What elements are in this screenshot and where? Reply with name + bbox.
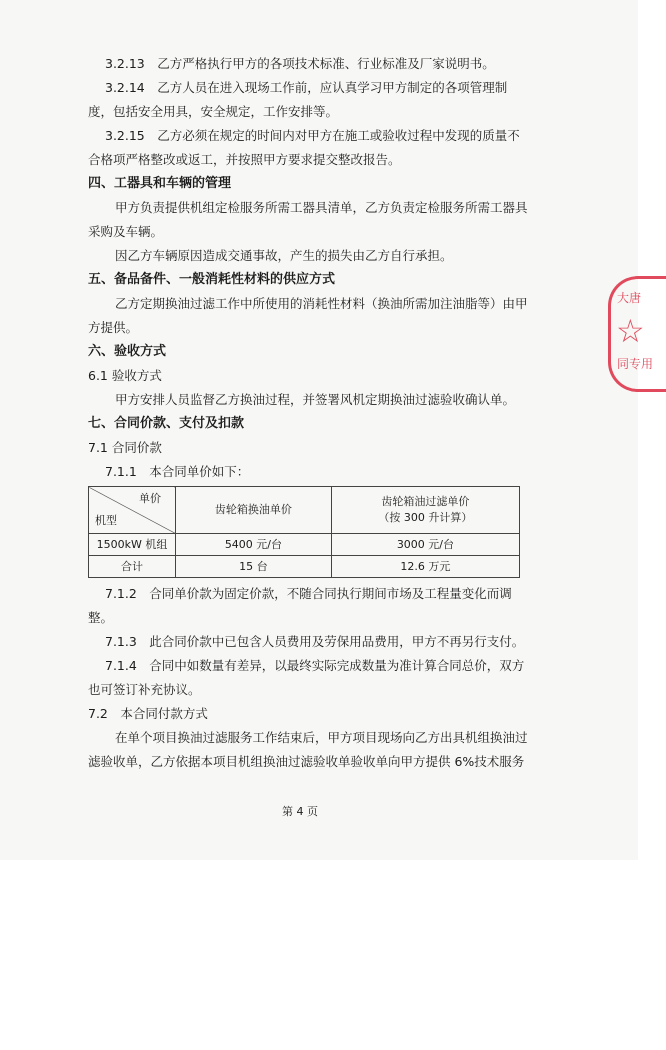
clause-7-1-1: 7.1.1 本合同单价如下：	[105, 464, 250, 479]
clause-7-1-2: 7.1.2 合同单价款为固定价款，不随合同执行期间市场及工程量变化而调整。	[88, 586, 512, 625]
col-header-oil-filter	[331, 487, 519, 534]
table-diagonal-header-cell	[89, 487, 176, 534]
star-icon: ☆	[616, 312, 645, 350]
document-body	[88, 52, 528, 774]
diag-label-price: 单价	[139, 492, 161, 505]
price-table	[88, 486, 520, 578]
clause-7-1-4: 7.1.4 合同中如数量有差异，以最终实际完成数量为准计算合同总价，双方也可签订补充协议。	[88, 658, 525, 697]
company-seal	[608, 276, 666, 392]
table-header-row	[89, 487, 520, 534]
section-7-2-para: 在单个项目换油过滤服务工作结束后，甲方项目现场向乙方出具机组换油过滤验收单，乙方依据本项目机组换油过滤验收单验收单向甲方提供 6%技术服务	[88, 730, 528, 769]
section-4-heading: 四、工器具和车辆的管理	[88, 176, 232, 191]
col-header-oil-filter-line1: 齿轮箱油过滤单价	[381, 495, 470, 508]
table-cell: 12.6 万元	[331, 556, 519, 578]
section-6-para-1: 甲方安排人员监督乙方换油过程，并签署风机定期换油过滤验收确认单。	[115, 392, 516, 407]
section-4-para-1: 甲方负责提供机组定检服务所需工器具清单，乙方负责定检服务所需工器具采购及车辆。	[88, 200, 528, 239]
page-number: 第 4 页	[282, 805, 318, 818]
table-cell: 3000 元/台	[331, 534, 519, 556]
table-row	[89, 534, 520, 556]
clause-3-2-14: 3.2.14 乙方人员在进入现场工作前，应认真学习甲方制定的各项管理制度，包括安全用具，安全规定，工作安排等。	[88, 80, 508, 119]
table-cell: 5400 元/台	[176, 534, 332, 556]
section-7-2-heading: 7.2 本合同付款方式	[88, 706, 208, 721]
section-4-para-2: 因乙方车辆原因造成交通事故，产生的损失由乙方自行承担。	[115, 248, 453, 263]
clause-3-2-13: 3.2.13 乙方严格执行甲方的各项技术标准、行业标准及厂家说明书。	[105, 56, 495, 71]
section-5-heading: 五、备品备件、一般消耗性材料的供应方式	[88, 272, 336, 287]
section-7-heading: 七、合同价款、支付及扣款	[88, 416, 245, 431]
seal-text-bottom: 同专用	[617, 357, 654, 371]
clause-7-1-3: 7.1.3 此合同价款中已包含人员费用及劳保用品费用，甲方不再另行支付。	[105, 634, 525, 649]
diag-label-model: 机型	[95, 514, 117, 527]
table-row	[89, 556, 520, 578]
section-6-heading: 六、验收方式	[88, 344, 167, 359]
seal-text-top: 大唐	[617, 291, 642, 305]
table-cell: 合计	[89, 556, 176, 578]
table-cell: 15 台	[176, 556, 332, 578]
clause-3-2-15: 3.2.15 乙方必须在规定的时间内对甲方在施工或验收过程中发现的质量不合格项严格整改或返工，并按照甲方要求提交整改报告。	[88, 128, 520, 167]
section-5-para-1: 乙方定期换油过滤工作中所使用的消耗性材料（换油所需加注油脂等）由甲方提供。	[88, 296, 528, 335]
col-header-oil-filter-line2: （按 300 升计算）	[378, 511, 473, 524]
col-header-oil-change: 齿轮箱换油单价	[176, 487, 332, 534]
section-7-1-heading: 7.1 合同价款	[88, 440, 162, 455]
section-6-1-heading: 6.1 验收方式	[88, 368, 162, 383]
table-cell: 1500kW 机组	[89, 534, 176, 556]
